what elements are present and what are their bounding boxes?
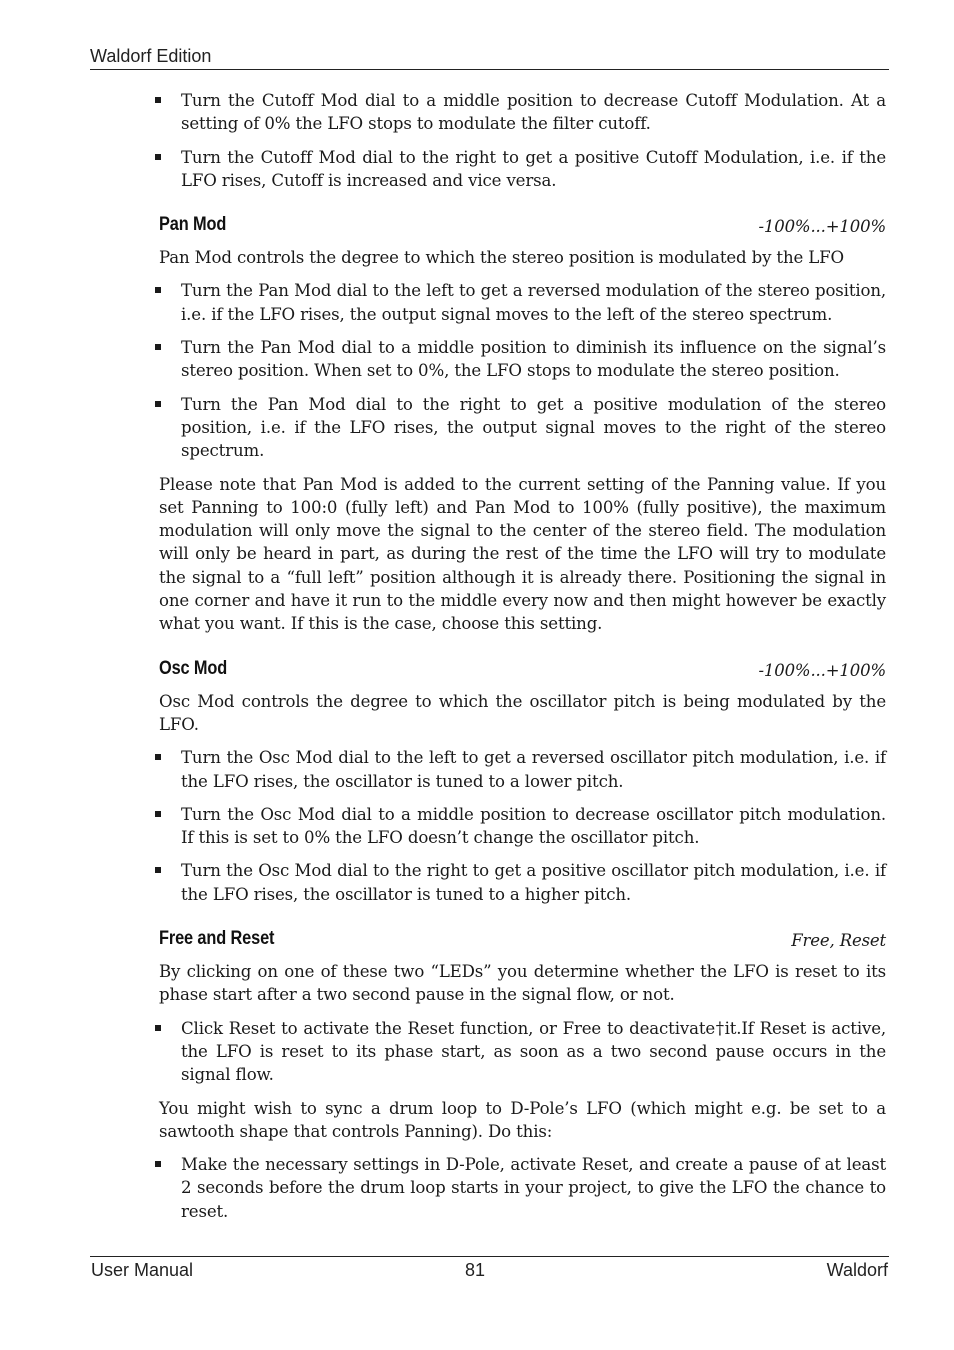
free-reset-bullet-list [159, 1017, 886, 1087]
section-title: Osc Mod [159, 657, 228, 679]
section-heading-pan-mod [159, 212, 886, 238]
bullet-marker [155, 1161, 161, 1167]
page-body [159, 89, 886, 1233]
section-description: Pan Mod controls the degree to which the stereo position is modulated by the LFO [159, 248, 844, 268]
section-heading-free-reset [159, 926, 886, 952]
sync-paragraph: You might wish to sync a drum loop to D-Pole’s LFO (which might e.g. be set to a sawtooth shape that controls Panning). Do this: [159, 1098, 886, 1141]
section-heading-osc-mod [159, 656, 886, 682]
intro-bullet-list [159, 89, 886, 192]
footer-brand: Waldorf [826, 1260, 888, 1280]
pan-mod-bullet-list [159, 279, 886, 462]
section-description: Osc Mod controls the degree to which the oscillator pitch is being modulated by the LFO. [159, 691, 886, 734]
section-note: Please note that Pan Mod is added to the current setting of the Panning value. If you set Panning to 100:0 (fully left) and Pan Mod to 100% (fully positive), the maximum modulation will only move the signal to the center of the stereo field. The modulation will only be heard in part, as during the rest of the time the LFO will try to modulate the signal to a “full left” position although it is already there. Positioning the signal in one corner and have it run to the middle every now and then might however be exactly what you want. If this is the case, choose this setting. [159, 474, 886, 634]
section-description: By clicking on one of these two “LEDs” you determine whether the LFO is reset to its phase start after a two second pause in the signal flow, or not. [159, 962, 886, 1005]
section-title: Pan Mod [159, 214, 227, 236]
list-item: Turn the Osc Mod dial to the right to get a positive oscillator pitch modulation, i.e. if the LFO rises, the oscillator is tuned to a higher pitch. [159, 859, 886, 906]
header-rule [90, 69, 889, 70]
list-item: Turn the Cutoff Mod dial to the right to get a positive Cutoff Modulation, i.e. if the LFO rises, Cutoff is increased and vice versa. [159, 146, 886, 193]
list-item: Make the necessary settings in D-Pole, activate Reset, and create a pause of at least 2 seconds before the drum loop starts in your project, to give the LFO the chance to reset. [159, 1153, 886, 1223]
value-range: Free, Reset [791, 931, 886, 951]
bullet-marker [155, 154, 161, 160]
list-item: Turn the Osc Mod dial to a middle position to decrease oscillator pitch modulation. If this is set to 0% the LFO doesn’t change the oscillator pitch. [159, 803, 886, 850]
value-range: -100%...+100% [758, 660, 886, 680]
bullet-marker [155, 287, 161, 293]
list-item: Turn the Cutoff Mod dial to a middle position to decrease Cutoff Modulation. At a setting of 0% the LFO stops to modulate the filter cutoff. [159, 89, 886, 136]
sync-bullet-list [159, 1153, 886, 1223]
section-title: Free and Reset [159, 928, 275, 950]
bullet-marker [155, 754, 161, 760]
running-footer [90, 1258, 888, 1282]
osc-mod-bullet-list [159, 746, 886, 906]
list-item: Click Reset to activate the Reset function, or Free to deactivate†it.If Reset is active, the LFO is reset to its phase start, as soon as a two second pause occurs in the signal flow. [159, 1017, 886, 1087]
page-number: 81 [464, 1260, 486, 1280]
bullet-marker [155, 344, 161, 350]
list-item: Turn the Pan Mod dial to the right to get a positive modulation of the stereo position, i.e. if the LFO rises, the output signal moves to the right of the stereo spectrum. [159, 393, 886, 463]
bullet-marker [155, 97, 161, 103]
bullet-marker [155, 401, 161, 407]
bullet-marker [155, 1025, 161, 1031]
bullet-marker [155, 867, 161, 873]
list-item: Turn the Osc Mod dial to the left to get a reversed oscillator pitch modulation, i.e. if the LFO rises, the oscillator is tuned to a lower pitch. [159, 746, 886, 793]
footer-rule [90, 1256, 889, 1257]
footer-manual-title: User Manual [91, 1260, 194, 1280]
bullet-marker [155, 811, 161, 817]
value-range: -100%...+100% [758, 217, 886, 237]
list-item: Turn the Pan Mod dial to the left to get a reversed modulation of the stereo position, i.e. if the LFO rises, the output signal moves to the left of the stereo spectrum. [159, 279, 886, 326]
list-item: Turn the Pan Mod dial to a middle position to diminish its influence on the signal’s stereo position. When set to 0%, the LFO stops to modulate the stereo position. [159, 336, 886, 383]
running-header: Waldorf Edition [90, 46, 212, 66]
